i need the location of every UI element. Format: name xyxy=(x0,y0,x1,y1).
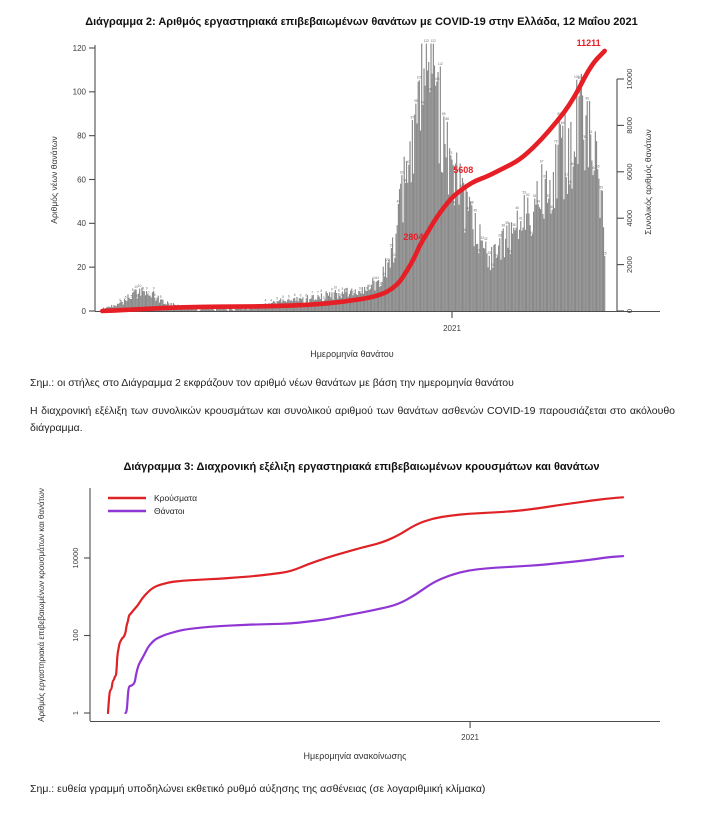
svg-text:120: 120 xyxy=(72,43,86,53)
svg-text:6: 6 xyxy=(287,294,290,299)
svg-text:106: 106 xyxy=(574,75,580,80)
svg-text:Αριθμός νέων θανάτων: Αριθμός νέων θανάτων xyxy=(49,136,59,224)
body-paragraph: Η διαχρονική εξέλιξη των συνολικών κρουσμάτων και συνολικού αριθμού των θανάτων ασθενών COVID-19 παρουσιάζεται στο ακόλουθο διάγραμμα. xyxy=(30,405,675,434)
svg-text:6: 6 xyxy=(305,293,308,298)
chart2-figure xyxy=(0,0,703,377)
svg-text:41: 41 xyxy=(519,216,523,221)
svg-text:9: 9 xyxy=(152,286,155,291)
svg-text:49: 49 xyxy=(396,199,401,204)
svg-text:5608: 5608 xyxy=(453,164,474,175)
svg-text:32: 32 xyxy=(484,237,488,241)
chart3-axes xyxy=(84,488,660,728)
chart3-axis-titles xyxy=(37,488,407,761)
svg-text:100: 100 xyxy=(72,87,86,97)
svg-text:38: 38 xyxy=(501,223,506,228)
svg-text:38: 38 xyxy=(512,222,516,227)
svg-text:7: 7 xyxy=(311,290,313,295)
svg-text:26: 26 xyxy=(477,248,481,253)
svg-text:6: 6 xyxy=(340,293,343,298)
svg-text:66: 66 xyxy=(571,161,575,166)
svg-text:Αριθμός εργαστηριακά επιβεβαιω: Αριθμός εργαστηριακά επιβεβαιωμένων κρουσμάτων και θανάτων xyxy=(37,488,46,722)
svg-text:64: 64 xyxy=(592,165,596,170)
svg-text:0: 0 xyxy=(625,308,634,314)
svg-text:25: 25 xyxy=(602,251,607,256)
svg-text:10: 10 xyxy=(134,285,138,289)
svg-text:7: 7 xyxy=(352,290,354,295)
svg-text:29: 29 xyxy=(389,243,394,248)
svg-text:6: 6 xyxy=(136,293,139,298)
svg-text:46: 46 xyxy=(550,205,554,210)
svg-text:10000: 10000 xyxy=(625,68,634,90)
svg-text:32: 32 xyxy=(480,236,485,240)
svg-text:26: 26 xyxy=(508,249,513,254)
svg-text:84: 84 xyxy=(560,121,565,126)
svg-text:67: 67 xyxy=(407,160,411,165)
svg-text:105: 105 xyxy=(416,75,423,80)
svg-text:48: 48 xyxy=(452,200,457,205)
svg-text:71: 71 xyxy=(449,150,453,155)
svg-text:40: 40 xyxy=(77,219,86,229)
svg-text:51: 51 xyxy=(546,193,551,198)
chart3-svg xyxy=(0,455,703,771)
svg-text:94: 94 xyxy=(421,100,425,105)
svg-text:33: 33 xyxy=(498,233,502,238)
chart3-legend xyxy=(108,493,197,516)
svg-text:20: 20 xyxy=(77,263,86,272)
svg-text:9: 9 xyxy=(331,287,333,292)
svg-text:8: 8 xyxy=(320,288,323,293)
svg-text:Κρούσματα: Κρούσματα xyxy=(154,493,198,503)
svg-text:10: 10 xyxy=(333,285,338,290)
svg-text:46: 46 xyxy=(515,206,520,210)
svg-text:34: 34 xyxy=(529,231,534,236)
svg-text:62: 62 xyxy=(400,170,404,175)
svg-text:46: 46 xyxy=(466,206,471,211)
series-line-cases xyxy=(108,497,623,713)
chart3-note: Σημ.: ευθεία γραμμή υποδηλώνει εκθετικό ρυθμό αύξησης της ασθένειας (σε λογαριθμική κλίμακα) xyxy=(30,783,486,795)
svg-text:58: 58 xyxy=(403,178,408,183)
chart3-title: Διάγραμμα 3: Διαχρονική εξέλιξη εργαστηριακά επιβεβαιωμένων κρουσμάτων και θανάτων xyxy=(123,461,600,473)
svg-text:67: 67 xyxy=(539,159,544,164)
svg-text:8000: 8000 xyxy=(625,117,634,134)
svg-text:2804: 2804 xyxy=(403,231,424,242)
chart3-tick-labels xyxy=(71,548,480,742)
svg-text:87: 87 xyxy=(410,115,415,120)
svg-text:24: 24 xyxy=(494,253,499,258)
svg-text:6: 6 xyxy=(293,293,296,298)
svg-text:2021: 2021 xyxy=(461,733,479,742)
svg-text:55: 55 xyxy=(599,185,603,190)
svg-text:1: 1 xyxy=(71,710,80,716)
svg-text:122: 122 xyxy=(430,39,436,43)
svg-text:86: 86 xyxy=(445,117,450,122)
svg-text:10000: 10000 xyxy=(71,547,80,569)
chart2-title: Διάγραμμα 2: Αριθμός εργαστηριακά επιβεβαιωμένων θανάτων με COVID-19 στην Ελλάδα, 12 Μαΐου 2021 xyxy=(85,16,638,28)
svg-text:53: 53 xyxy=(456,190,460,195)
svg-text:8: 8 xyxy=(131,288,134,293)
chart2-note: Σημ.: οι στήλες στο Διάγραμμα 2 εκφράζουν τον αριθμό νέων θανάτων με βάση την ημερομηνία θανάτου xyxy=(30,377,514,389)
svg-text:20: 20 xyxy=(491,263,495,268)
svg-text:5: 5 xyxy=(282,294,284,299)
svg-text:6: 6 xyxy=(299,293,302,298)
svg-text:51: 51 xyxy=(533,193,537,198)
svg-text:95: 95 xyxy=(414,99,418,103)
svg-text:76: 76 xyxy=(553,139,558,144)
svg-text:8: 8 xyxy=(338,288,340,293)
svg-text:96: 96 xyxy=(585,96,589,101)
svg-text:16: 16 xyxy=(382,271,387,276)
svg-text:11211: 11211 xyxy=(576,37,601,48)
svg-text:4: 4 xyxy=(270,298,273,303)
svg-text:10: 10 xyxy=(137,284,142,288)
svg-text:60: 60 xyxy=(543,174,547,179)
svg-text:4: 4 xyxy=(118,298,121,302)
svg-text:9: 9 xyxy=(341,287,344,291)
svg-text:48: 48 xyxy=(470,200,474,205)
svg-text:5: 5 xyxy=(276,296,279,301)
chart3-figure xyxy=(0,455,703,776)
svg-text:Συνολικός αριθμός θανάτων: Συνολικός αριθμός θανάτων xyxy=(643,129,653,235)
svg-text:Θάνατοι: Θάνατοι xyxy=(154,506,185,516)
svg-text:11: 11 xyxy=(379,281,383,286)
svg-text:81: 81 xyxy=(588,129,593,134)
svg-text:80: 80 xyxy=(77,131,86,141)
svg-text:4000: 4000 xyxy=(625,209,634,227)
svg-text:9: 9 xyxy=(366,286,368,291)
svg-text:4: 4 xyxy=(264,298,267,303)
svg-text:60: 60 xyxy=(77,175,86,185)
daily-deaths-bars xyxy=(102,44,606,311)
svg-text:14: 14 xyxy=(372,276,376,281)
svg-text:24: 24 xyxy=(393,253,397,258)
svg-text:9: 9 xyxy=(359,286,361,291)
svg-text:9: 9 xyxy=(145,286,148,291)
svg-text:58: 58 xyxy=(567,179,572,184)
svg-text:0: 0 xyxy=(81,306,86,316)
svg-text:122: 122 xyxy=(423,39,430,43)
svg-text:105: 105 xyxy=(434,76,440,81)
svg-text:100: 100 xyxy=(71,629,80,642)
svg-text:5: 5 xyxy=(159,294,162,299)
svg-text:36: 36 xyxy=(463,228,467,232)
svg-text:7: 7 xyxy=(148,290,150,295)
svg-text:105: 105 xyxy=(577,75,583,80)
svg-text:7: 7 xyxy=(317,290,319,295)
svg-text:65: 65 xyxy=(595,164,600,169)
svg-text:Ημερομηνία θανάτου: Ημερομηνία θανάτου xyxy=(310,349,394,359)
svg-text:45: 45 xyxy=(473,208,478,213)
svg-text:53: 53 xyxy=(522,190,527,195)
svg-text:25: 25 xyxy=(487,251,492,256)
svg-text:5: 5 xyxy=(124,295,127,300)
svg-text:22: 22 xyxy=(386,257,390,262)
svg-text:52: 52 xyxy=(526,192,530,197)
chart2-svg xyxy=(0,0,703,372)
svg-text:100: 100 xyxy=(427,87,433,92)
svg-text:6: 6 xyxy=(153,293,156,297)
svg-text:14: 14 xyxy=(375,276,380,281)
svg-text:Ημερομηνία ανακοίνωσης: Ημερομηνία ανακοίνωσης xyxy=(303,751,407,761)
svg-text:2000: 2000 xyxy=(625,256,634,273)
svg-text:10: 10 xyxy=(368,284,373,289)
svg-text:5: 5 xyxy=(130,294,133,299)
svg-text:89: 89 xyxy=(442,111,446,116)
svg-text:6000: 6000 xyxy=(625,163,634,181)
svg-text:2021: 2021 xyxy=(443,324,461,333)
svg-text:39: 39 xyxy=(505,220,509,225)
svg-text:78: 78 xyxy=(581,135,586,139)
svg-text:112: 112 xyxy=(437,61,443,66)
svg-text:5: 5 xyxy=(322,296,325,301)
svg-text:89: 89 xyxy=(557,112,561,116)
svg-text:61: 61 xyxy=(564,172,568,177)
svg-text:9: 9 xyxy=(142,286,144,291)
svg-text:56: 56 xyxy=(459,183,464,188)
svg-text:49: 49 xyxy=(536,199,541,204)
svg-text:9: 9 xyxy=(345,287,347,292)
